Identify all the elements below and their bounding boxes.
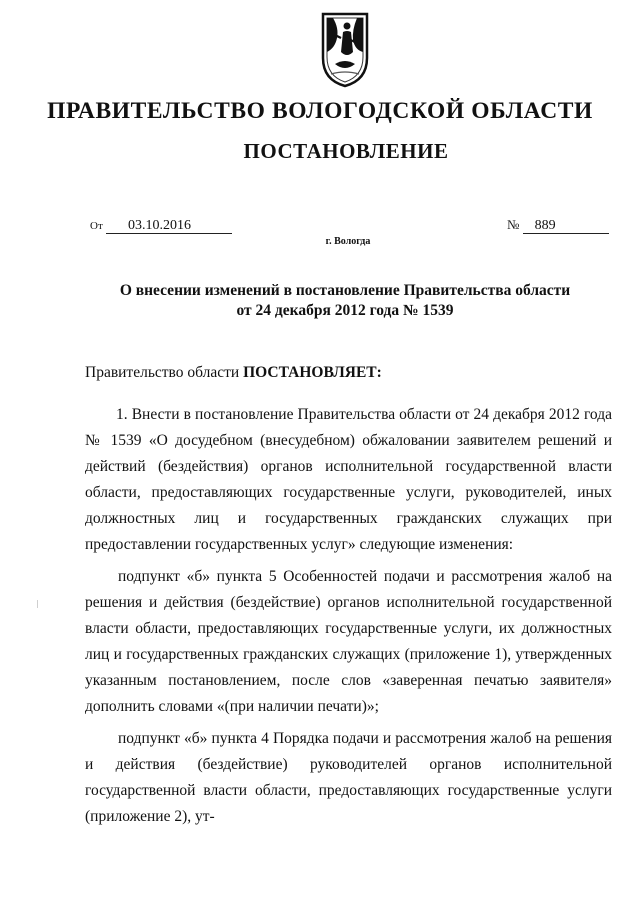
city-label: г. Вологда	[325, 236, 371, 247]
government-title: ПРАВИТЕЛЬСТВО ВОЛОГОДСКОЙ ОБЛАСТИ	[47, 98, 593, 124]
number-value: 889	[523, 218, 609, 234]
number-field	[507, 217, 609, 234]
body-paragraph: 1. Внести в постановление Правительства области от 24 декабря 2012 года № 1539 «О досудебном (внесудебном) обжаловании заявителем решений и действий (бездействия) органов исполнительной государственной власти области, предоставляющих государственные услуги, руководителей, иных должностных лиц и государственных гражданских служащих при предоставлении государственных услуг» следующие изменения:	[85, 406, 612, 553]
document-body	[85, 402, 612, 836]
decree-prefix: Правительство области	[85, 364, 244, 381]
number-prefix-label: №	[507, 217, 520, 232]
subject-line: от 24 декабря 2012 года № 1539	[236, 302, 454, 319]
subject-line: О внесении изменений в постановление Правительства области	[119, 282, 571, 299]
body-paragraph: подпункт «б» пункта 5 Особенностей подачи и рассмотрения жалоб на решения и действия (бездействие) органов исполнительной государственной власти области, предоставляющих государственные услуги, их должностных лиц и государственных гражданских служащих (приложение 1), утвержденных указанным постановлением, после слов «заверенная печатью заявителя» дополнить словами «(при наличии печати)»;	[85, 568, 612, 715]
date-value: 03.10.2016	[106, 218, 232, 234]
date-field	[90, 217, 232, 234]
scan-artifact	[37, 600, 38, 608]
decree-statement	[85, 364, 382, 382]
document-subject	[0, 281, 640, 321]
date-prefix-label: От	[90, 220, 103, 232]
decree-verb: ПОСТАНОВЛЯЕТ:	[243, 364, 382, 381]
body-paragraph: подпункт «б» пункта 4 Порядка подачи и рассмотрения жалоб на решения и действия (бездействие) руководителей органов исполнительной государственной власти области, предоставляющих государственные услуги (приложение 2), ут-	[85, 730, 612, 825]
coat-of-arms-icon	[321, 12, 369, 88]
document-type-title: ПОСТАНОВЛЕНИЕ	[243, 139, 449, 163]
